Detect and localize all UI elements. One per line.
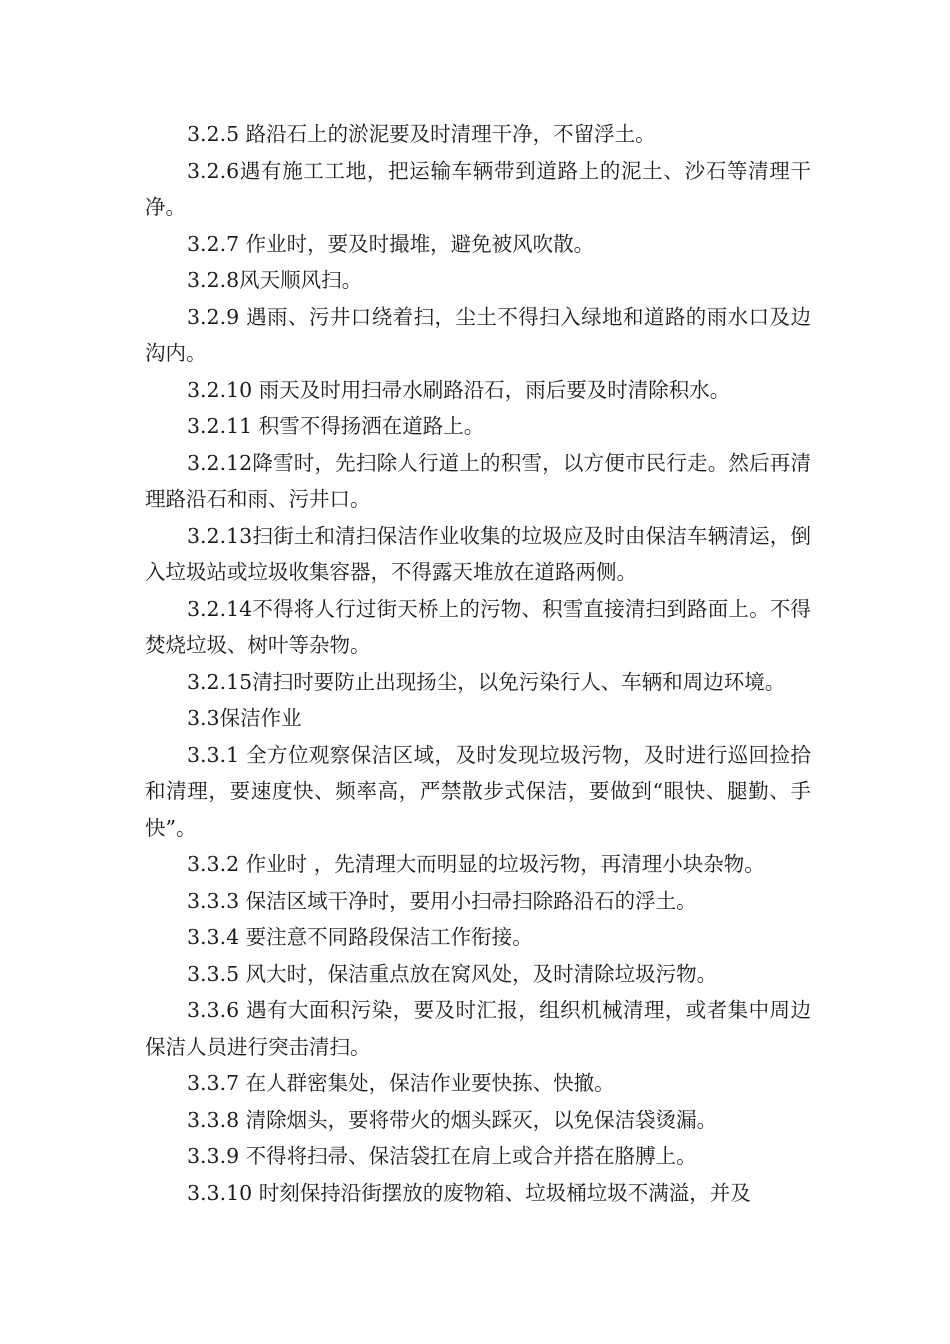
paragraph-3-2-13: 3.2.13扫街土和清扫保洁作业收集的垃圾应及时由保洁车辆清运，倒入垃圾站或垃圾收集容器，不得露天堆放在道路两侧。: [145, 523, 811, 584]
paragraph-3-2-10: 3.2.10 雨天及时用扫帚水刷路沿石，雨后要及时清除积水。: [187, 377, 731, 402]
paragraph-3-3-3: 3.3.3 保洁区域干净时，要用小扫帚扫除路沿石的浮土。: [187, 888, 697, 913]
paragraph-3-2-5: 3.2.5 路沿石上的淤泥要及时清理干净，不留浮土。: [187, 122, 656, 146]
paragraph-3-3-5: 3.3.5 风大时，保洁重点放在窝风处，及时清除垃圾污物。: [187, 961, 718, 986]
paragraph-3-2-12: 3.2.12降雪时，先扫除人行道上的积雪，以方便市民行走。然后再清理路沿石和雨、污井口。: [145, 450, 811, 511]
paragraph-3-2-11: 3.2.11 积雪不得扬洒在道路上。: [187, 414, 485, 438]
paragraph-3-3-1: 3.3.1 全方位观察保洁区域，及时发现垃圾污物，及时进行巡回捡拾和清理，要速度快、频率高，严禁散步式保洁，要做到“眼快、腿勤、手快”。: [145, 742, 811, 840]
paragraph-3-2-15: 3.2.15清扫时要防止出现扬尘，以免污染行人、车辆和周边环境。: [187, 669, 786, 694]
paragraph-3-3-10: 3.3.10 时刻保持沿街摆放的废物箱、垃圾桶垃圾不满溢，并及: [187, 1180, 751, 1205]
paragraph-3-2-7: 3.2.7 作业时，要及时撮堆，避免被风吹散。: [187, 231, 595, 256]
paragraph-3-2-14: 3.2.14不得将人行过街天桥上的污物、积雪直接清扫到路面上。不得焚烧垃圾、树叶等杂物。: [145, 596, 811, 657]
paragraph-3-3-7: 3.3.7 在人群密集处，保洁作业要快拣、快撤。: [187, 1071, 615, 1095]
paragraph-3-2-9: 3.2.9 遇雨、污井口绕着扫，尘土不得扫入绿地和道路的雨水口及边沟内。: [145, 304, 811, 365]
paragraph-3-2-8: 3.2.8风天顺风扫。: [187, 268, 363, 292]
paragraph-3-3-4: 3.3.4 要注意不同路段保洁工作衔接。: [187, 925, 533, 949]
section-heading-3-3: 3.3保洁作业: [187, 706, 302, 730]
paragraph-3-3-9: 3.3.9 不得将扫帚、保洁袋扛在肩上或合并搭在胳膊上。: [187, 1144, 697, 1168]
paragraph-3-2-6: 3.2.6遇有施工工地，把运输车辆带到道路上的泥土、沙石等清理干净。: [145, 158, 811, 219]
document-body: [145, 116, 811, 1211]
paragraph-3-3-2: 3.3.2 作业时 ，先清理大而明显的垃圾污物，再清理小块杂物。: [187, 852, 765, 876]
paragraph-3-3-6: 3.3.6 遇有大面积污染，要及时汇报，组织机械清理，或者集中周边保洁人员进行突击清扫。: [145, 998, 811, 1059]
paragraph-3-3-8: 3.3.8 清除烟头，要将带火的烟头踩灭，以免保洁袋烫漏。: [187, 1107, 718, 1132]
